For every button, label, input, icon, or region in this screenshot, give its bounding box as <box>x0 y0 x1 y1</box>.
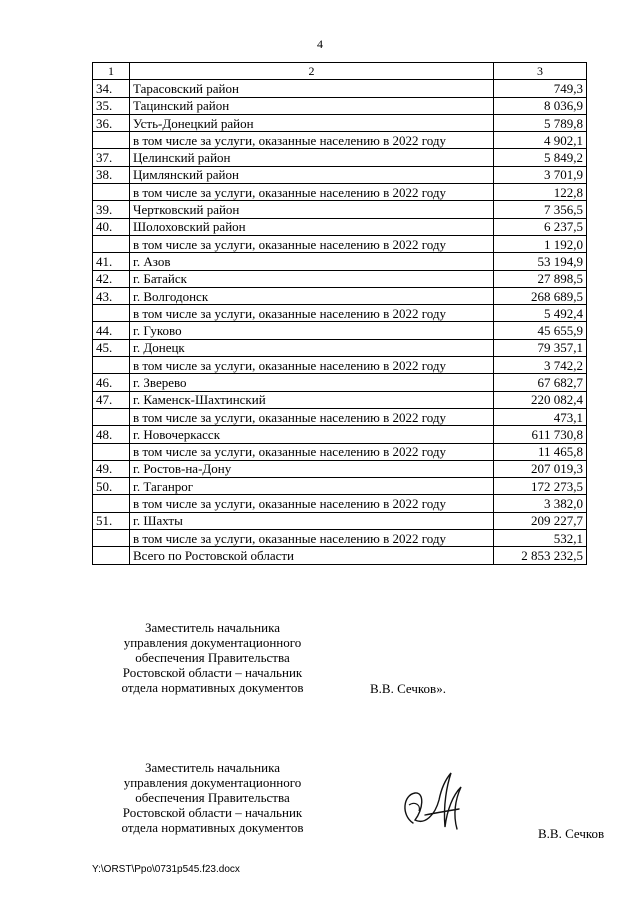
row-value: 8 036,9 <box>494 97 587 114</box>
row-number <box>93 305 130 322</box>
row-name: Целинский район <box>130 149 494 166</box>
row-value: 5 492,4 <box>494 305 587 322</box>
row-value: 5 849,2 <box>494 149 587 166</box>
row-value: 473,1 <box>494 408 587 425</box>
signature-line: отдела нормативных документов <box>121 680 304 695</box>
row-value: 53 194,9 <box>494 253 587 270</box>
row-name: Всего по Ростовской области <box>130 547 494 564</box>
row-number <box>93 184 130 201</box>
signature-line: отдела нормативных документов <box>121 820 304 835</box>
row-value: 3 742,2 <box>494 357 587 374</box>
row-number: 38. <box>93 166 130 183</box>
row-name: Тацинский район <box>130 97 494 114</box>
row-name: Шолоховский район <box>130 218 494 235</box>
row-value: 1 192,0 <box>494 235 587 252</box>
table-row <box>93 512 587 529</box>
row-name: г. Азов <box>130 253 494 270</box>
row-number: 39. <box>93 201 130 218</box>
row-number: 44. <box>93 322 130 339</box>
row-number <box>93 132 130 149</box>
row-value: 7 356,5 <box>494 201 587 218</box>
table-row <box>93 478 587 495</box>
table-row <box>93 339 587 356</box>
table-row <box>93 391 587 408</box>
row-number <box>93 235 130 252</box>
table-row <box>93 201 587 218</box>
row-value: 122,8 <box>494 184 587 201</box>
signature-line: Заместитель начальника <box>145 620 280 635</box>
row-number <box>93 547 130 564</box>
row-number: 49. <box>93 460 130 477</box>
row-value: 45 655,9 <box>494 322 587 339</box>
data-table <box>92 62 587 565</box>
table-row <box>93 357 587 374</box>
signature-title-2 <box>115 760 310 835</box>
row-value: 27 898,5 <box>494 270 587 287</box>
row-value: 67 682,7 <box>494 374 587 391</box>
row-number: 36. <box>93 114 130 131</box>
row-value: 220 082,4 <box>494 391 587 408</box>
signature-title-1 <box>115 620 310 695</box>
row-value: 5 789,8 <box>494 114 587 131</box>
row-value: 2 853 232,5 <box>494 547 587 564</box>
row-name: г. Шахты <box>130 512 494 529</box>
signature-line: Ростовской области – начальник <box>122 805 303 820</box>
table-row <box>93 495 587 512</box>
row-value: 3 701,9 <box>494 166 587 183</box>
row-name: г. Зверево <box>130 374 494 391</box>
row-name: в том числе за услуги, оказанные населению в 2022 году <box>130 530 494 547</box>
signatory-name-2: В.В. Сечков <box>538 826 605 841</box>
header-col-1: 1 <box>93 63 130 80</box>
row-value: 3 382,0 <box>494 495 587 512</box>
row-number: 42. <box>93 270 130 287</box>
table-header-row <box>93 63 587 80</box>
table-row <box>93 253 587 270</box>
table-row <box>93 443 587 460</box>
table-row <box>93 547 587 564</box>
row-number: 50. <box>93 478 130 495</box>
table-row <box>93 184 587 201</box>
row-name: г. Ростов-на-Дону <box>130 460 494 477</box>
row-number: 41. <box>93 253 130 270</box>
signature-line: обеспечения Правительства <box>135 650 290 665</box>
row-value: 79 357,1 <box>494 339 587 356</box>
row-name: в том числе за услуги, оказанные населению в 2022 году <box>130 184 494 201</box>
table-row <box>93 374 587 391</box>
row-name: Усть-Донецкий район <box>130 114 494 131</box>
row-value: 6 237,5 <box>494 218 587 235</box>
row-value: 207 019,3 <box>494 460 587 477</box>
row-number <box>93 443 130 460</box>
row-name: Чертковский район <box>130 201 494 218</box>
row-number: 47. <box>93 391 130 408</box>
row-name: в том числе за услуги, оказанные населению в 2022 году <box>130 357 494 374</box>
table-row <box>93 149 587 166</box>
signatory-name-1: В.В. Сечков». <box>370 681 446 696</box>
table-row <box>93 305 587 322</box>
row-number: 48. <box>93 426 130 443</box>
table-row <box>93 322 587 339</box>
row-value: 172 273,5 <box>494 478 587 495</box>
handwritten-signature <box>395 765 475 845</box>
row-number <box>93 357 130 374</box>
row-name: в том числе за услуги, оказанные населению в 2022 году <box>130 305 494 322</box>
table-row <box>93 287 587 304</box>
signature-line: управления документационного <box>123 775 302 790</box>
row-number: 37. <box>93 149 130 166</box>
file-path: Y:\ORST\Ppo\0731p545.f23.docx <box>92 864 240 875</box>
row-name: в том числе за услуги, оказанные населению в 2022 году <box>130 235 494 252</box>
row-name: г. Донецк <box>130 339 494 356</box>
page-number: 4 <box>317 37 323 51</box>
row-value: 611 730,8 <box>494 426 587 443</box>
table-row <box>93 460 587 477</box>
row-number: 40. <box>93 218 130 235</box>
table-row <box>93 235 587 252</box>
row-value: 4 902,1 <box>494 132 587 149</box>
row-name: в том числе за услуги, оказанные населению в 2022 году <box>130 495 494 512</box>
header-col-2: 2 <box>130 63 494 80</box>
row-name: г. Каменск-Шахтинский <box>130 391 494 408</box>
table-row <box>93 218 587 235</box>
row-name: Цимлянский район <box>130 166 494 183</box>
table-row <box>93 270 587 287</box>
row-number: 35. <box>93 97 130 114</box>
signature-line: Ростовской области – начальник <box>122 665 303 680</box>
row-number: 43. <box>93 287 130 304</box>
row-number: 46. <box>93 374 130 391</box>
signature-line: обеспечения Правительства <box>135 790 290 805</box>
row-name: г. Батайск <box>130 270 494 287</box>
table-row <box>93 114 587 131</box>
table-row <box>93 530 587 547</box>
row-number: 51. <box>93 512 130 529</box>
table-row <box>93 97 587 114</box>
row-value: 209 227,7 <box>494 512 587 529</box>
row-value: 11 465,8 <box>494 443 587 460</box>
row-name: в том числе за услуги, оказанные населению в 2022 году <box>130 443 494 460</box>
row-name: г. Гуково <box>130 322 494 339</box>
row-name: в том числе за услуги, оказанные населению в 2022 году <box>130 132 494 149</box>
row-number: 45. <box>93 339 130 356</box>
row-name: г. Волгодонск <box>130 287 494 304</box>
row-value: 268 689,5 <box>494 287 587 304</box>
table-row <box>93 80 587 97</box>
row-number <box>93 495 130 512</box>
row-number <box>93 408 130 425</box>
row-name: г. Таганрог <box>130 478 494 495</box>
row-value: 532,1 <box>494 530 587 547</box>
row-number <box>93 530 130 547</box>
table-row <box>93 408 587 425</box>
row-value: 749,3 <box>494 80 587 97</box>
table-row <box>93 166 587 183</box>
row-name: г. Новочеркасск <box>130 426 494 443</box>
row-name: Тарасовский район <box>130 80 494 97</box>
header-col-3: 3 <box>494 63 587 80</box>
row-number: 34. <box>93 80 130 97</box>
table-row <box>93 132 587 149</box>
signature-line: Заместитель начальника <box>145 760 280 775</box>
table-row <box>93 426 587 443</box>
row-name: в том числе за услуги, оказанные населению в 2022 году <box>130 408 494 425</box>
signature-line: управления документационного <box>123 635 302 650</box>
